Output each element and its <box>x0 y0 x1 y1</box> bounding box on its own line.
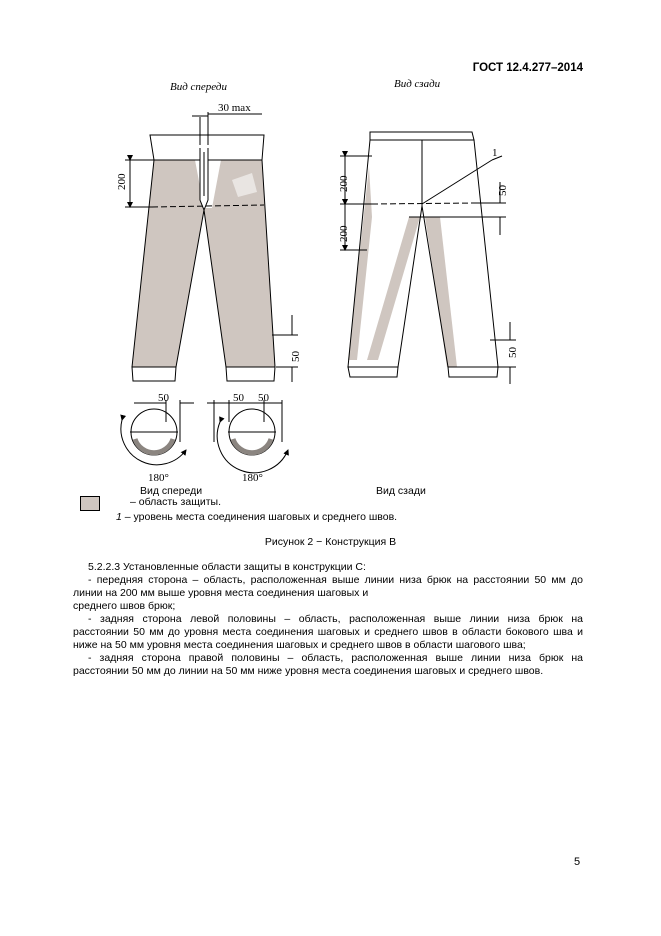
section-dim-180-a: 180° <box>148 472 169 484</box>
section-heading: 5.2.2.3 Установленные области защиты в конструкции С: <box>88 561 366 573</box>
standard-code-header: ГОСТ 12.4.277–2014 <box>472 62 583 74</box>
p3-line2: расстоянии 50 мм до линии на 50 мм ниже уровня места соединения шаговых и среднего швов. <box>73 665 544 677</box>
front-dim-200: 200 <box>116 173 128 190</box>
figure-caption: Рисунок 2 − Конструкция B <box>264 536 397 548</box>
section-dim-50-c: 50 <box>258 392 269 404</box>
page-number: 5 <box>574 856 581 868</box>
front-section-left <box>121 400 194 465</box>
section-dim-50-a: 50 <box>158 392 169 404</box>
back-view-label: Вид сзади <box>376 485 426 497</box>
p3-line1: - задняя сторона правой половины – область, расположенная выше линии низа брюк на <box>88 652 583 664</box>
p2-line3: ниже на 50 мм уровня места соединения шаговых и среднего швов в области шагового шва; <box>73 639 526 651</box>
section-dim-50-b: 50 <box>233 392 244 404</box>
back-protection-left-inner <box>367 217 420 360</box>
front-view-title: Вид спереди <box>170 81 227 93</box>
front-view-label: Вид спереди <box>140 485 203 497</box>
p2-line1: - задняя сторона левой половины – область, расположенная выше линии низа брюк на <box>88 613 583 625</box>
p1-line3: среднего швов брюк; <box>73 600 176 612</box>
trousers-figure <box>92 70 562 497</box>
protection-area-legend: – область защиты. <box>130 496 221 508</box>
p1-line1: - передняя сторона – область, расположенная выше линии низа брюк на расстоянии 50 мм до <box>88 574 583 586</box>
front-dim-30max: 30 max <box>218 102 251 114</box>
p1-line2: линии на 200 мм выше уровня места соединения шаговых и <box>73 587 369 599</box>
front-dim-50: 50 <box>290 351 302 362</box>
back-dim-200-lower: 200 <box>338 225 350 242</box>
protection-area-swatch <box>80 496 100 511</box>
seam-level-note <box>116 511 397 523</box>
back-protection-right <box>425 217 457 367</box>
back-callout-1: 1 <box>492 147 498 159</box>
back-dim-50-lower: 50 <box>507 347 519 358</box>
back-dim-50-upper: 50 <box>497 185 509 196</box>
p2-line2: расстоянии 50 мм до уровня места соединения шаговых и среднего швов в области бокового шва и <box>73 626 583 638</box>
back-view-trousers <box>340 132 516 384</box>
seam-note-number: 1 <box>116 511 122 523</box>
back-view-title: Вид сзади <box>394 78 441 90</box>
front-section-right <box>207 400 288 473</box>
front-view-trousers <box>125 112 298 382</box>
section-dim-180-b: 180° <box>242 472 263 484</box>
back-dim-200-upper: 200 <box>338 175 350 192</box>
seam-note-text: – уровень места соединения шаговых и среднего швов. <box>121 511 398 523</box>
